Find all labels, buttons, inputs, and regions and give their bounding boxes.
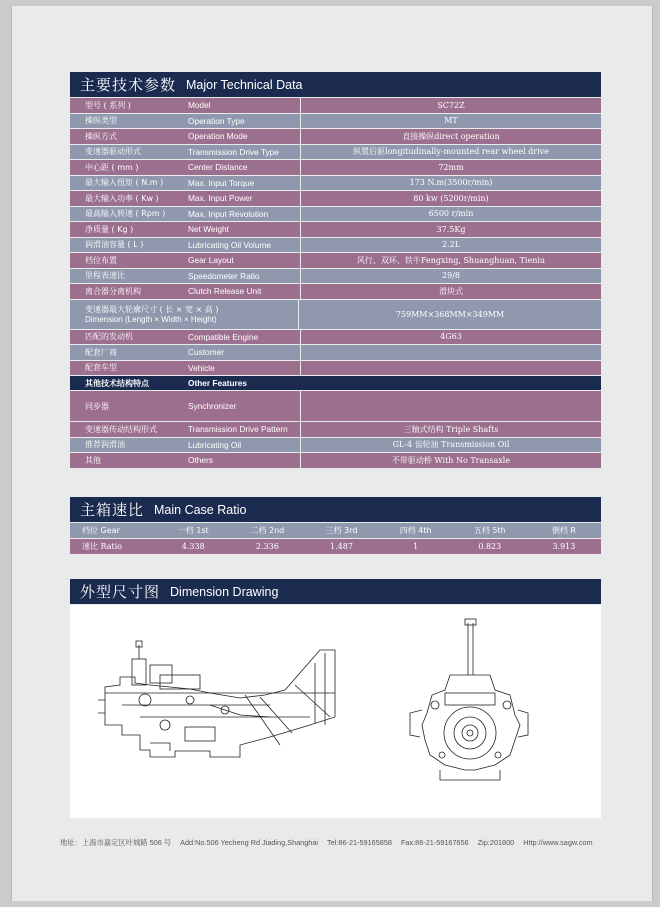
tech-data-title-zh: 主要技术参数 xyxy=(80,76,177,94)
ratio-column-header: 三档 3rd xyxy=(325,526,358,535)
row-label-en: Others xyxy=(188,455,213,466)
row-label-en: Customer xyxy=(188,347,224,358)
row-value xyxy=(300,391,601,421)
table-row xyxy=(70,391,601,422)
transmission-drawing xyxy=(70,605,601,818)
row-value: 滑块式 xyxy=(300,284,601,299)
table-row xyxy=(70,253,601,269)
table-row xyxy=(70,191,601,207)
row-label-zh: 其他 xyxy=(85,455,101,465)
dimension-drawing xyxy=(70,605,601,818)
row-label-zh: 配套厂商 xyxy=(85,347,117,357)
ratio-value: 0.823 xyxy=(478,542,502,551)
row-label-zh: 操纵方式 xyxy=(85,131,117,141)
ratio-column-header: 一档 1st xyxy=(177,526,209,535)
table-row xyxy=(70,160,601,176)
ratio-column-header: 五档 5th xyxy=(473,526,506,535)
row-label-zh: 变速器最大轮廓尺寸 ( 长 × 宽 × 高 ) xyxy=(85,305,219,314)
side-view-drawing xyxy=(98,641,335,757)
ratio-column-header: 档位 Gear xyxy=(82,526,120,535)
row-label-zh: 净质量 ( Kg ) xyxy=(85,224,134,234)
row-label-zh: 匹配的发动机 xyxy=(85,332,133,342)
table-row xyxy=(70,207,601,223)
row-label-en: Dimension (Length × Width × Height) xyxy=(85,315,217,324)
tech-data-header xyxy=(70,72,601,97)
table-row xyxy=(70,269,601,285)
row-label-en: Lubricating Oil Volume xyxy=(188,239,272,250)
footer-zip: Zip:201800 xyxy=(477,838,515,847)
table-row xyxy=(70,98,601,114)
footer xyxy=(60,838,620,848)
ratio-title-zh: 主箱速比 xyxy=(80,501,145,519)
other-features-row xyxy=(70,376,601,391)
row-label-zh: 最大输入扭矩 ( N.m ) xyxy=(85,178,164,188)
row-value xyxy=(300,361,601,376)
row-label-zh: 操纵类型 xyxy=(85,116,117,126)
ratio-header xyxy=(70,497,601,522)
row-label-zh: 同步器 xyxy=(85,401,109,411)
row-label-zh: 最高输入转速 ( Rpm ) xyxy=(85,209,166,219)
row-value: 2.2L xyxy=(300,238,601,253)
row-label-en: Max. Input Revolution xyxy=(188,208,269,219)
table-row xyxy=(70,114,601,130)
table-row xyxy=(70,129,601,145)
row-value: 纵置后驱longitudinally-mounted rear wheel drive xyxy=(300,145,601,160)
tech-data-table xyxy=(70,98,601,469)
row-label-en: Lubricating Oil xyxy=(188,439,242,450)
table-row xyxy=(70,438,601,454)
table-row xyxy=(70,284,601,300)
ratio-table xyxy=(70,523,601,554)
row-value: SC72Z xyxy=(300,98,601,113)
ratio-values-row xyxy=(70,539,601,554)
ratio-header-row xyxy=(70,523,601,538)
row-value: 80 kw (5200r/min) xyxy=(300,191,601,206)
row-value: GL-4 齿轮油 Transmission Oil xyxy=(300,438,601,453)
row-value: 29/8 xyxy=(300,269,601,284)
row-label-en: Speedometer Ratio xyxy=(188,270,260,281)
row-label-zh: 档位布置 xyxy=(85,255,117,265)
table-row xyxy=(70,300,601,330)
row-label-en: Operation Mode xyxy=(188,131,248,142)
row-label-en: Other Features xyxy=(188,378,248,388)
table-row xyxy=(70,176,601,192)
table-row xyxy=(70,361,601,377)
row-label-en: Transmission Drive Pattern xyxy=(188,424,288,435)
row-label-en: Max. Input Torque xyxy=(188,177,255,188)
row-value: 173 N.m(3500r/min) xyxy=(300,176,601,191)
row-label-zh: 最大输入功率 ( Kw ) xyxy=(85,193,159,203)
ratio-value: 4.338 xyxy=(181,542,205,551)
row-label-en: Net Weight xyxy=(188,224,229,235)
row-label-en: Clutch Release Unit xyxy=(188,286,262,297)
footer-address-en: Add:No.506 Yecheng Rd Jiading,Shanghai xyxy=(180,838,319,847)
row-label-zh: 型号 ( 系列 ) xyxy=(85,100,131,110)
row-label-en: Synchronizer xyxy=(188,401,237,411)
row-label-zh: 配套车型 xyxy=(85,363,117,373)
row-label-zh: 变速器传动结构形式 xyxy=(85,424,157,434)
row-label-zh: 里程表速比 xyxy=(85,271,125,281)
row-value: 4G63 xyxy=(300,330,601,345)
ratio-column-header: 四档 4th xyxy=(399,526,432,535)
ratio-value: 速比 Ratio xyxy=(82,542,123,551)
table-row xyxy=(70,422,601,438)
row-label-zh: 变速器驱动形式 xyxy=(85,147,141,157)
ratio-column-header: 二档 2nd xyxy=(250,526,285,535)
row-label-zh: 离合器分离机构 xyxy=(85,286,141,296)
ratio-value: 1.487 xyxy=(330,542,353,551)
ratio-value: 2.336 xyxy=(255,542,279,551)
row-value: MT xyxy=(300,114,601,129)
tech-data-title-en: Major Technical Data xyxy=(186,77,303,92)
row-value xyxy=(300,345,601,360)
row-value: 6500 r/min xyxy=(300,207,601,222)
row-value: 三轴式结构 Triple Shafts xyxy=(300,422,601,437)
row-value: 不带驱动桥 With No Transaxle xyxy=(300,453,601,468)
footer-tel: Tel:86-21-59165858 xyxy=(327,838,392,847)
table-row xyxy=(70,145,601,161)
row-value: 37.5Kg xyxy=(300,222,601,237)
row-label-en: Gear Layout xyxy=(188,255,234,266)
row-value: 直接操纵direct operation xyxy=(300,129,601,144)
ratio-title-en: Main Case Ratio xyxy=(154,502,247,517)
row-label-en: Operation Type xyxy=(188,115,245,126)
drawing-header xyxy=(70,579,601,604)
table-row xyxy=(70,238,601,254)
ratio-column-header: 倒档 R xyxy=(551,526,576,535)
table-row xyxy=(70,222,601,238)
row-value: 72mm xyxy=(300,160,601,175)
drawing-title-zh: 外型尺寸图 xyxy=(80,583,161,601)
table-row xyxy=(70,345,601,361)
row-label-zh: 润滑油容量 ( L ) xyxy=(85,240,144,250)
footer-address-zh: 地址：上海市嘉定区叶城路 506 号 xyxy=(60,838,172,847)
row-label-en: Transmission Drive Type xyxy=(188,146,279,157)
ratio-value: 1 xyxy=(413,542,419,551)
ratio-value: 3.913 xyxy=(552,542,576,551)
table-row xyxy=(70,453,601,469)
footer-fax: Fax:86-21-59167656 xyxy=(400,838,469,847)
table-row xyxy=(70,330,601,346)
row-label-zh: 其他技术结构特点 xyxy=(85,378,149,388)
row-label-en: Model xyxy=(188,100,211,111)
row-value: 风行、双环、铁牛Fengxing, Shuanghuan, Tieniu xyxy=(300,253,601,268)
row-label-en: Vehicle xyxy=(188,362,215,373)
drawing-title-en: Dimension Drawing xyxy=(170,584,279,599)
row-label-zh: 中心距 ( mm ) xyxy=(85,162,139,172)
footer-web[interactable]: Http://www.sagw.com xyxy=(523,838,593,847)
row-label-en: Compatible Engine xyxy=(188,331,259,342)
row-label-en: Center Distance xyxy=(188,162,248,173)
row-label-zh: 推荐润滑油 xyxy=(85,440,125,450)
row-label-en: Max. Input Power xyxy=(188,193,253,204)
front-view-drawing xyxy=(410,619,528,780)
row-value: 759MM×368MM×349MM xyxy=(298,300,601,329)
